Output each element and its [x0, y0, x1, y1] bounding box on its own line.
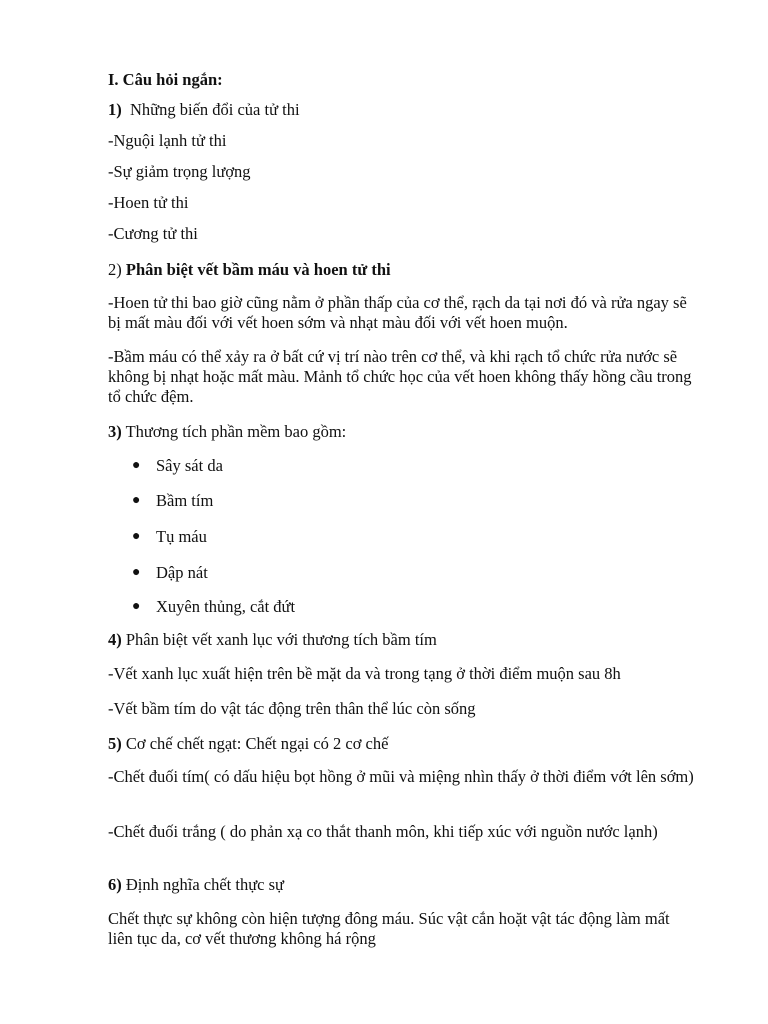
question-5-number: 5) [108, 734, 122, 753]
question-4-title: Phân biệt vết xanh lục với thương tích bầm tím [125, 630, 437, 649]
question-5-title: Cơ chế chết ngạt: Chết ngại có 2 cơ chế [125, 734, 389, 753]
q3-bullet-item: Sây sát da [156, 456, 223, 475]
question-2-title: Phân biệt vết bầm máu và hoen tử thi [125, 260, 391, 279]
q2-paragraph: -Bầm máu có thể xảy ra ở bất cứ vị trí nào trên cơ thể, và khi rạch tổ chức rửa nước sẽ không bị nhạt hoặc mất màu. Mảnh tổ chức học của vết hoen không thấy hồng cầu trong tổ chức đệm. [108, 347, 692, 406]
question-2-number: 2) [108, 260, 122, 279]
question-6-title: Định nghĩa chết thực sự [125, 875, 284, 894]
question-3-title: Thương tích phần mềm bao gồm: [125, 422, 347, 441]
q1-item: -Cương tử thi [108, 224, 198, 243]
question-6-heading [108, 875, 284, 895]
question-3-heading [108, 422, 346, 442]
bullet-dot: ● [132, 565, 141, 580]
q1-item: -Hoen tử thi [108, 193, 189, 212]
q3-bullet-item: Bầm tím [156, 491, 214, 510]
q3-bullet-item: Xuyên thủng, cắt đứt [156, 597, 296, 616]
question-1-number: 1) [108, 100, 122, 119]
q1-item: -Sự giảm trọng lượng [108, 162, 251, 181]
question-5-heading [108, 734, 388, 754]
q5-paragraph: -Chết đuối trắng ( do phản xạ co thắt thanh môn, khi tiếp xúc với nguồn nước lạnh) [108, 822, 658, 841]
q1-item: -Nguội lạnh tử thi [108, 131, 227, 150]
question-4-number: 4) [108, 630, 122, 649]
section-title: I. Câu hỏi ngắn: [108, 70, 223, 89]
question-1-title: Những biến đổi của tử thi [130, 100, 300, 119]
q6-paragraph: Chết thực sự không còn hiện tượng đông máu. Súc vật cắn hoặt vật tác động làm mất liên tục da, cơ vết thương không há rộng [108, 909, 670, 948]
question-4-heading [108, 630, 437, 650]
question-2-heading [108, 260, 391, 280]
q5-paragraph: -Chết đuối tím( có dấu hiệu bọt hồng ở mũi và miệng nhìn thấy ở thời điểm vớt lên sớm) [108, 767, 694, 786]
q4-paragraph: -Vết xanh lục xuất hiện trên bề mặt da và trong tạng ở thời điểm muộn sau 8h [108, 664, 621, 683]
q4-paragraph: -Vết bầm tím do vật tác động trên thân thể lúc còn sống [108, 699, 476, 718]
bullet-dot: ● [132, 599, 141, 614]
bullet-dot: ● [132, 493, 141, 508]
question-3-number: 3) [108, 422, 122, 441]
q3-bullet-item: Tụ máu [156, 527, 207, 546]
question-6-number: 6) [108, 875, 122, 894]
question-1-heading [108, 100, 300, 120]
bullet-dot: ● [132, 529, 141, 544]
bullet-dot: ● [132, 458, 141, 473]
q3-bullet-item: Dập nát [156, 563, 208, 582]
q2-paragraph: -Hoen tử thi bao giờ cũng nằm ở phần thấp của cơ thể, rạch da tại nơi đó và rửa ngay sẽ bị mất màu đối với vết hoen sớm và nhạt màu đối với vết hoen muộn. [108, 293, 687, 332]
